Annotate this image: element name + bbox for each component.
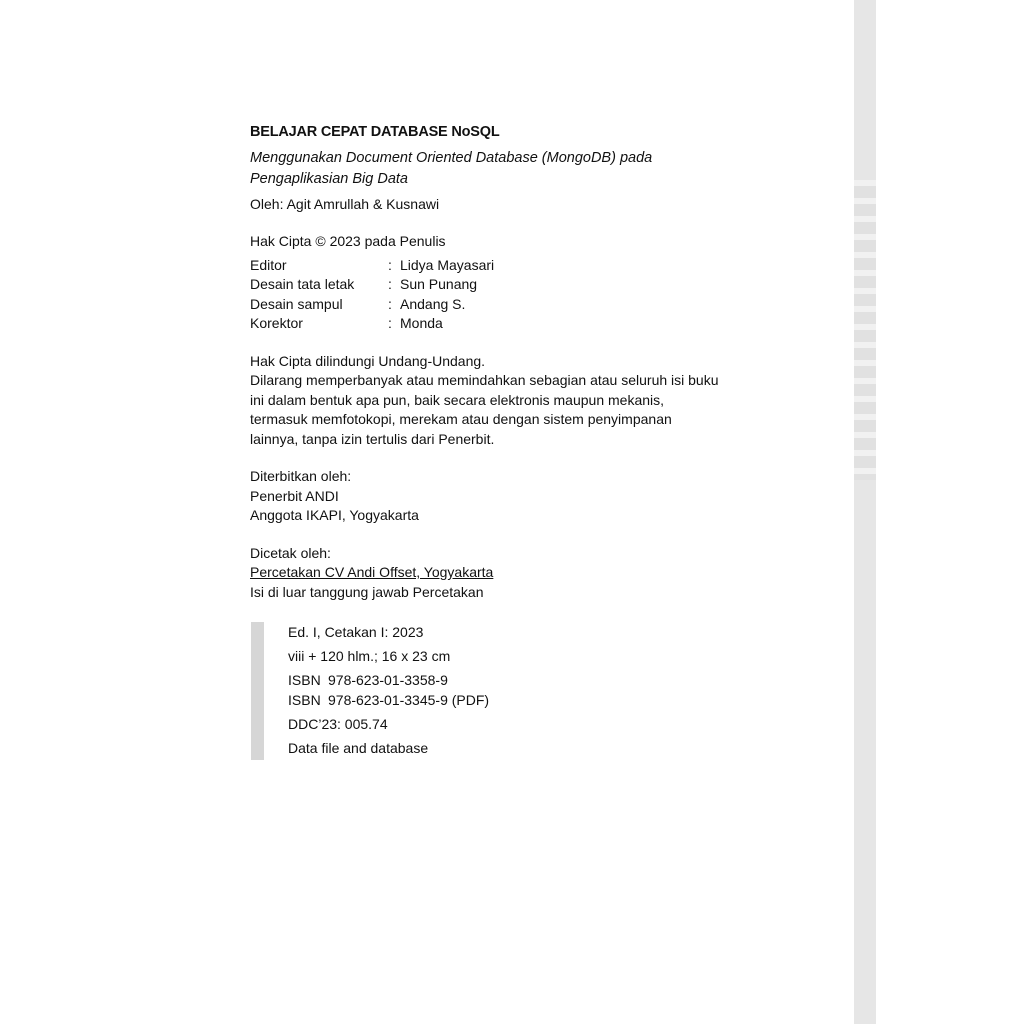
credit-row <box>250 295 494 315</box>
page-edge-marks <box>854 180 876 480</box>
page-edge-strip <box>854 0 876 1024</box>
isbn-label: ISBN <box>288 672 321 688</box>
catalog-block <box>251 622 770 760</box>
notice-line-5: lainnya, tanpa izin tertulis dari Penerbit. <box>250 430 495 447</box>
credit-separator: : <box>388 295 392 312</box>
credit-name: Lidya Mayasari <box>400 256 495 273</box>
isbn-pdf-value: 978-623-01-3345-9 (PDF) <box>328 692 490 708</box>
notice-line-2: Dilarang memperbanyak atau memindahkan sebagian atau seluruh isi buku <box>250 372 719 388</box>
credit-row <box>250 256 494 276</box>
credit-role: Desain tata letak <box>250 276 355 292</box>
book-subtitle-line-2: Pengaplikasian Big Data <box>250 171 408 187</box>
notice-line-1: Hak Cipta dilindungi Undang-Undang. <box>250 352 486 369</box>
catalog-edition: Ed. I, Cetakan I: 2023 <box>288 624 424 640</box>
credit-role: Korektor <box>250 315 303 331</box>
printer-label: Dicetak oleh: <box>250 544 331 561</box>
credit-separator: : <box>388 276 392 292</box>
publisher-member: Anggota IKAPI, Yogyakarta <box>250 507 419 523</box>
credit-name: Sun Punang <box>400 276 478 292</box>
isbn-label: ISBN <box>288 692 321 708</box>
publisher-label: Diterbitkan oleh: <box>250 468 352 484</box>
catalog-subject: Data file and database <box>288 740 429 756</box>
notice-line-4: termasuk memfotokopi, merekam atau dengan sistem penyimpanan <box>250 411 672 427</box>
printer-name: Percetakan CV Andi Offset, Yogyakarta <box>250 564 494 580</box>
printer-disclaimer: Isi di luar tanggung jawab Percetakan <box>250 583 484 600</box>
credit-row <box>250 314 494 334</box>
credit-role: Editor <box>250 256 287 273</box>
credit-name: Monda <box>400 315 443 331</box>
credit-role: Desain sampul <box>250 295 343 312</box>
credit-separator: : <box>388 315 392 331</box>
isbn-print-value: 978-623-01-3358-9 <box>328 672 448 688</box>
credits-table <box>250 256 494 334</box>
catalog-pages: viii + 120 hlm.; 16 x 23 cm <box>288 648 451 664</box>
credit-row <box>250 275 494 295</box>
credit-separator: : <box>388 256 392 273</box>
book-author: Oleh: Agit Amrullah & Kusnawi <box>250 196 440 212</box>
imprint-content <box>250 124 770 760</box>
book-title: BELAJAR CEPAT DATABASE NoSQL <box>250 124 500 140</box>
catalog-ddc: DDC’23: 005.74 <box>288 716 388 732</box>
credit-name: Andang S. <box>400 295 466 312</box>
book-subtitle-line-1: Menggunakan Document Oriented Database (MongoDB) pada <box>250 150 653 166</box>
publisher-name: Penerbit ANDI <box>250 487 339 504</box>
catalog-isbn-print <box>288 670 770 690</box>
notice-line-3: ini dalam bentuk apa pun, baik secara elektronis maupun mekanis, <box>250 391 665 408</box>
copyright-line: Hak Cipta © 2023 pada Penulis <box>250 233 446 249</box>
catalog-isbn-pdf <box>288 690 770 710</box>
